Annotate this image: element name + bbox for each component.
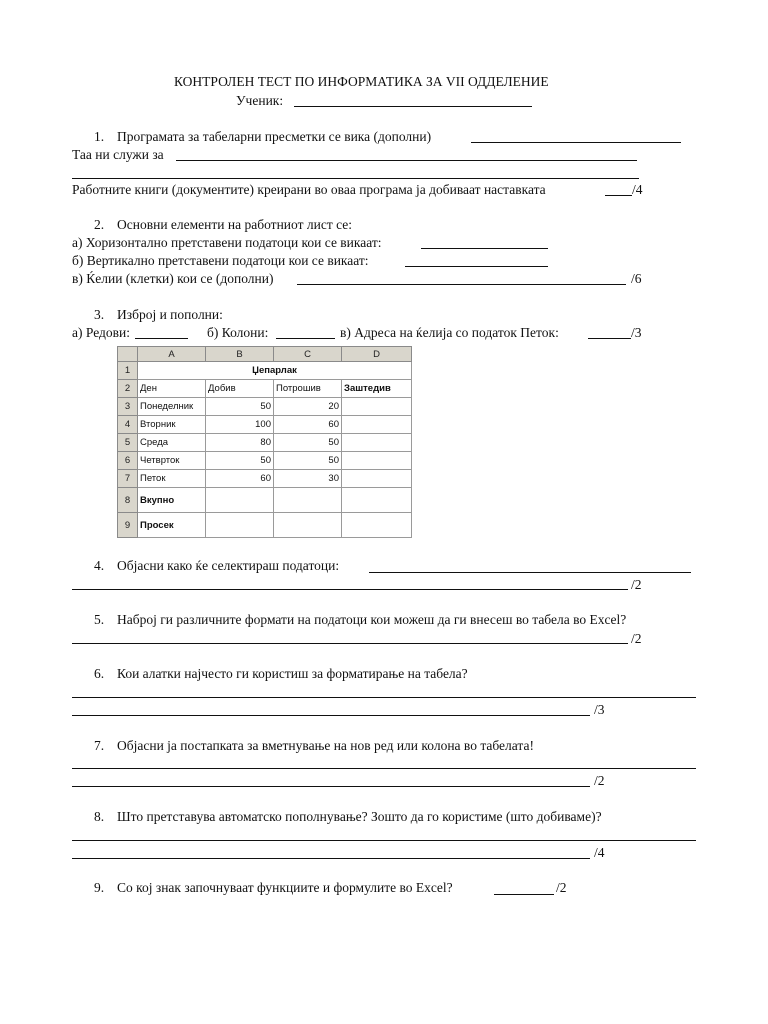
cell-received: 50 [206,452,274,470]
q1-answer-field[interactable] [471,142,681,143]
q2-text: Основни елементи на работниот лист се: [117,217,352,232]
q5-points: /2 [631,631,642,646]
q2-number: 2. [94,217,105,232]
col-header-a: A [138,347,206,362]
q3-c: в) Адреса на ќелија со податок Петок: [340,325,559,340]
q9-number: 9. [94,880,105,895]
q3-a-field[interactable] [135,338,188,339]
row-number: 9 [118,513,138,538]
head-spent: Потрошив [274,380,342,398]
q1-text: Програмата за табеларни пресметки се вика (дополни) [117,129,432,144]
q6-answer-field[interactable] [72,697,696,698]
cell-received: 50 [206,398,274,416]
q3-number: 3. [94,307,105,322]
cell-day: Четврток [138,452,206,470]
row-number: 4 [118,416,138,434]
q5-answer-field[interactable] [72,643,628,644]
cell-day: Среда [138,434,206,452]
q8-answer-field[interactable] [72,840,696,841]
row-number: 7 [118,470,138,488]
q6-points: /3 [594,702,605,717]
q2-a-field[interactable] [421,248,548,249]
q9-points: /2 [556,880,567,895]
row-number: 2 [118,380,138,398]
q2-b: б) Вертикално претставени податоци кои се викаат: [72,253,369,268]
cell-total-saved [342,488,412,513]
col-header-b: B [206,347,274,362]
cell-day: Петок [138,470,206,488]
student-label: Ученик: [236,93,284,108]
col-header-d: D [342,347,412,362]
q6-answer-field-2[interactable] [72,715,590,716]
cell-total-received [206,488,274,513]
cell-saved [342,398,412,416]
cell-total-spent [274,488,342,513]
row-number: 6 [118,452,138,470]
q2-a: а) Хоризонтално претставени податоци кои се викаат: [72,235,382,250]
cell-received: 60 [206,470,274,488]
cell-spent: 30 [274,470,342,488]
cell-saved [342,452,412,470]
head-saved: Заштедив [342,380,412,398]
q7-number: 7. [94,738,105,753]
row-number: 8 [118,488,138,513]
q3-a: а) Редови: [72,325,130,340]
q9-text: Со кој знак започнуваат функциите и формулите во Excel? [117,880,453,895]
cell-received: 100 [206,416,274,434]
head-received: Добив [206,380,274,398]
cell-total-label: Вкупно [138,488,206,513]
col-header-c: C [274,347,342,362]
cell-avg-label: Просек [138,513,206,538]
q1-extension-field[interactable] [605,195,632,196]
q1-line2: Таа ни служи за [72,147,164,162]
q1-purpose-field[interactable] [176,160,637,161]
q4-answer-field-2[interactable] [72,589,628,590]
q8-points: /4 [594,845,605,860]
spreadsheet-image [117,346,411,537]
q3-b-field[interactable] [276,338,335,339]
q6-number: 6. [94,666,105,681]
student-name-field[interactable] [294,106,532,107]
q7-answer-field[interactable] [72,768,696,769]
q3-b: б) Колони: [207,325,269,340]
q7-points: /2 [594,773,605,788]
q5-number: 5. [94,612,105,627]
q7-answer-field-2[interactable] [72,786,590,787]
q2-b-field[interactable] [405,266,548,267]
cell-day: Вторник [138,416,206,434]
row-number: 5 [118,434,138,452]
q4-answer-field[interactable] [369,572,691,573]
q8-text: Што претставува автоматско пополнување? Зошто да го користиме (што добиваме)? [117,809,602,824]
q5-text: Наброј ги различните формати на податоци кои можеш да ги внесеш во табела во Excel? [117,612,627,627]
cell-avg-saved [342,513,412,538]
cell-spent: 50 [274,452,342,470]
cell-saved [342,434,412,452]
cell-day: Понеделник [138,398,206,416]
cell-spent: 20 [274,398,342,416]
head-day: Ден [138,380,206,398]
q1-purpose-field-2[interactable] [72,178,639,179]
q3-points: /3 [631,325,642,340]
cell-spent: 60 [274,416,342,434]
corner-cell [118,347,138,362]
q6-text: Кои алатки најчесто ги користиш за форматирање на табела? [117,666,468,681]
q4-text: Објасни како ќе селектираш податоци: [117,558,340,573]
cell-received: 80 [206,434,274,452]
q8-number: 8. [94,809,105,824]
q4-points: /2 [631,577,642,592]
q1-points: /4 [632,182,643,197]
q4-number: 4. [94,558,105,573]
row-number: 1 [118,362,138,380]
cell-avg-spent [274,513,342,538]
q2-c: в) Ќелии (клетки) кои се (дополни) [72,271,274,286]
q2-points: /6 [631,271,642,286]
q2-c-field[interactable] [297,284,626,285]
cell-saved [342,416,412,434]
q1-number: 1. [94,129,105,144]
sheet-title-cell: Џепарлак [138,362,412,380]
q3-c-field[interactable] [588,338,631,339]
q7-text: Објасни ја постапката за вметнување на нов ред или колона во табелата! [117,738,534,753]
cell-spent: 50 [274,434,342,452]
row-number: 3 [118,398,138,416]
q9-answer-field[interactable] [494,894,554,895]
q1-line4: Работните книги (документите) креирани во оваа програма ја добиваат наставката [72,182,546,197]
cell-avg-received [206,513,274,538]
q3-text: Изброј и пополни: [117,307,223,322]
test-title: КОНТРОЛЕН ТЕСТ ПО ИНФОРМАТИКА ЗА VII ОДДЕЛЕНИЕ [174,74,549,89]
cell-saved [342,470,412,488]
q8-answer-field-2[interactable] [72,858,590,859]
